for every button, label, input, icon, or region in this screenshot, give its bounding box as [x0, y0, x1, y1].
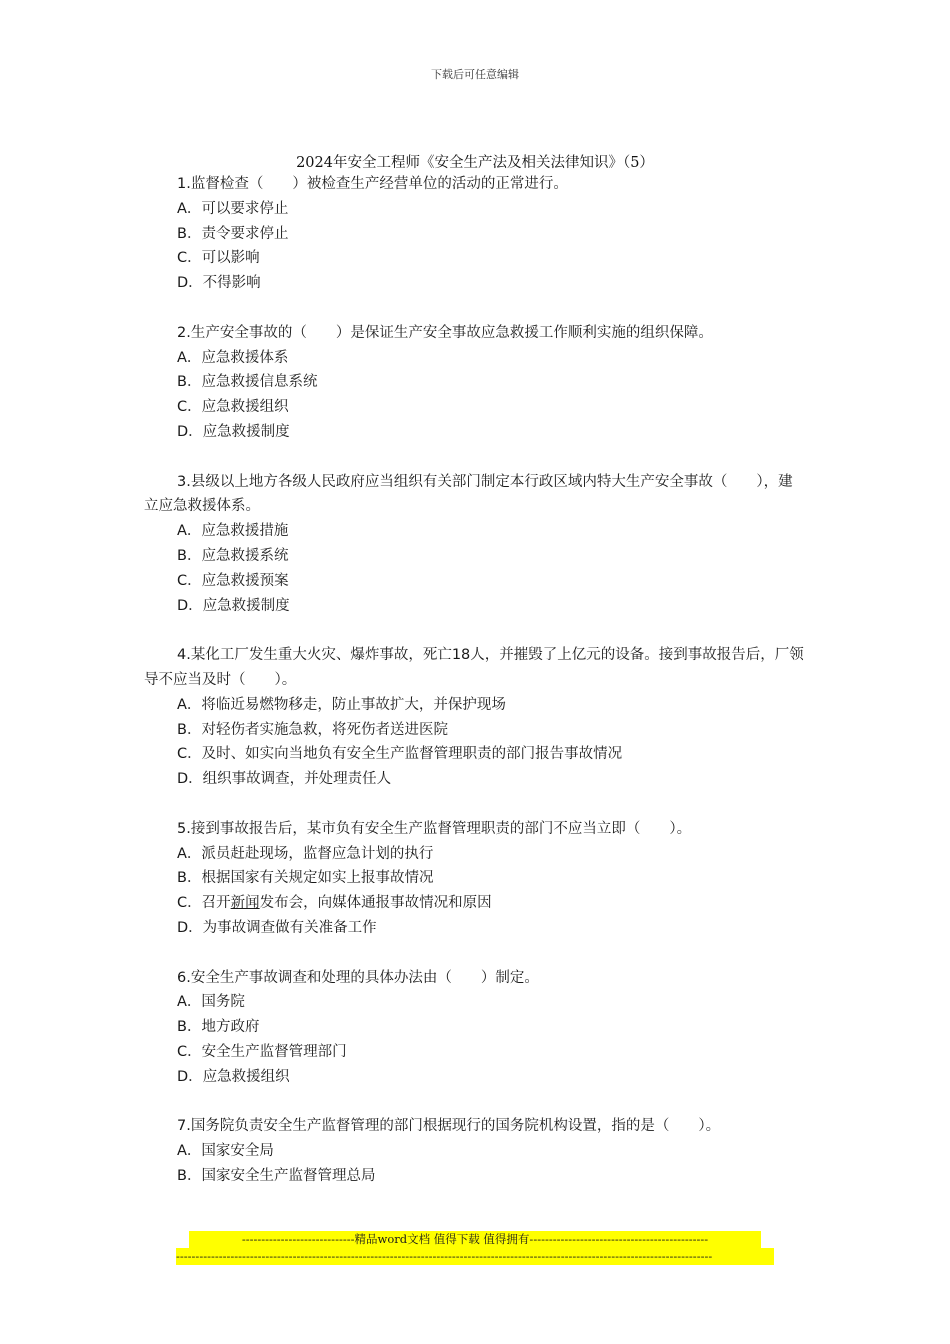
- document-title: 2024年安全工程师《安全生产法及相关法律知识》（5）: [296, 155, 654, 171]
- question-7: [144, 1114, 804, 1188]
- question-stem: 6.安全生产事故调查和处理的具体办法由（ ）制定。: [177, 969, 539, 986]
- header-note: 下载后可任意编辑: [431, 68, 519, 81]
- option-b: B．应急救援系统: [177, 547, 289, 564]
- question-4: [144, 643, 804, 792]
- option-d: D．应急救援组织: [177, 1068, 290, 1085]
- option-c: [144, 891, 804, 916]
- question-6: [144, 966, 804, 1090]
- footer-dash-line: ------------------------------------------------------------------------------------------------------------------------------------------: [176, 1248, 774, 1265]
- option-b: B．责令要求停止: [177, 225, 289, 242]
- option-d: D．应急救援制度: [177, 597, 290, 614]
- question-3: [144, 470, 804, 619]
- option-b: B．应急救援信息系统: [177, 374, 318, 391]
- option-c: C．及时、如实向当地负有安全生产监督管理职责的部门报告事故情况: [177, 746, 623, 763]
- option-c: C．安全生产监督管理部门: [177, 1043, 347, 1060]
- option-c: C．应急救援预案: [177, 572, 289, 589]
- question-stem: 4.某化工厂发生重大火灾、爆炸事故，死亡18人，并摧毁了上亿元的设备。接到事故报告后，厂领导不应当及时（ ）。: [144, 647, 804, 688]
- option-a: A．将临近易燃物移走，防止事故扩大，并保护现场: [177, 696, 506, 713]
- option-c-prefix: C．召开: [177, 895, 231, 912]
- option-c: C．可以影响: [177, 250, 260, 267]
- option-c: C．应急救援组织: [177, 399, 289, 416]
- question-stem: 2.生产安全事故的（ ）是保证生产安全事故应急救援工作顺利实施的组织保障。: [177, 324, 713, 341]
- option-a: A．可以要求停止: [177, 200, 289, 217]
- question-stem: 7.国务院负责安全生产监督管理的部门根据现行的国务院机构设置，指的是（ ）。: [177, 1118, 721, 1135]
- option-a: A．应急救援体系: [177, 349, 289, 366]
- option-d: D．组织事故调查，并处理责任人: [177, 771, 392, 788]
- option-b: B．根据国家有关规定如实上报事故情况: [177, 870, 434, 887]
- option-b: B．国家安全生产监督管理总局: [177, 1167, 376, 1184]
- option-a: A．派员赶赴现场，监督应急计划的执行: [177, 845, 434, 862]
- option-d: D．为事故调查做有关准备工作: [177, 919, 377, 936]
- question-stem: 1.监督检查（ ）被检查生产经营单位的活动的正常进行。: [177, 176, 568, 192]
- question-stem: 3.县级以上地方各级人民政府应当组织有关部门制定本行政区域内特大生产安全事故（ ），建立应急救援体系。: [144, 473, 793, 515]
- underlined-word: 新闻: [230, 895, 260, 912]
- footer-promo-line: -----------------------------精品word文档 值得下载 值得拥有----------------------------------------------: [189, 1231, 761, 1248]
- question-list: [144, 172, 804, 1213]
- option-d: D．不得影响: [177, 275, 261, 292]
- option-a: A．应急救援措施: [177, 523, 289, 540]
- option-b: B．对轻伤者实施急救，将死伤者送进医院: [177, 721, 448, 738]
- option-c-suffix: 发布会，向媒体通报事故情况和原因: [259, 895, 492, 912]
- option-a: A．国务院: [177, 994, 245, 1011]
- option-d: D．应急救援制度: [177, 423, 290, 440]
- question-2: [144, 321, 804, 445]
- option-a: A．国家安全局: [177, 1143, 274, 1160]
- option-b: B．地方政府: [177, 1019, 260, 1036]
- question-5: [144, 817, 804, 941]
- question-stem: 5.接到事故报告后，某市负有安全生产监督管理职责的部门不应当立即（ ）。: [177, 820, 692, 837]
- question-1: [144, 172, 804, 296]
